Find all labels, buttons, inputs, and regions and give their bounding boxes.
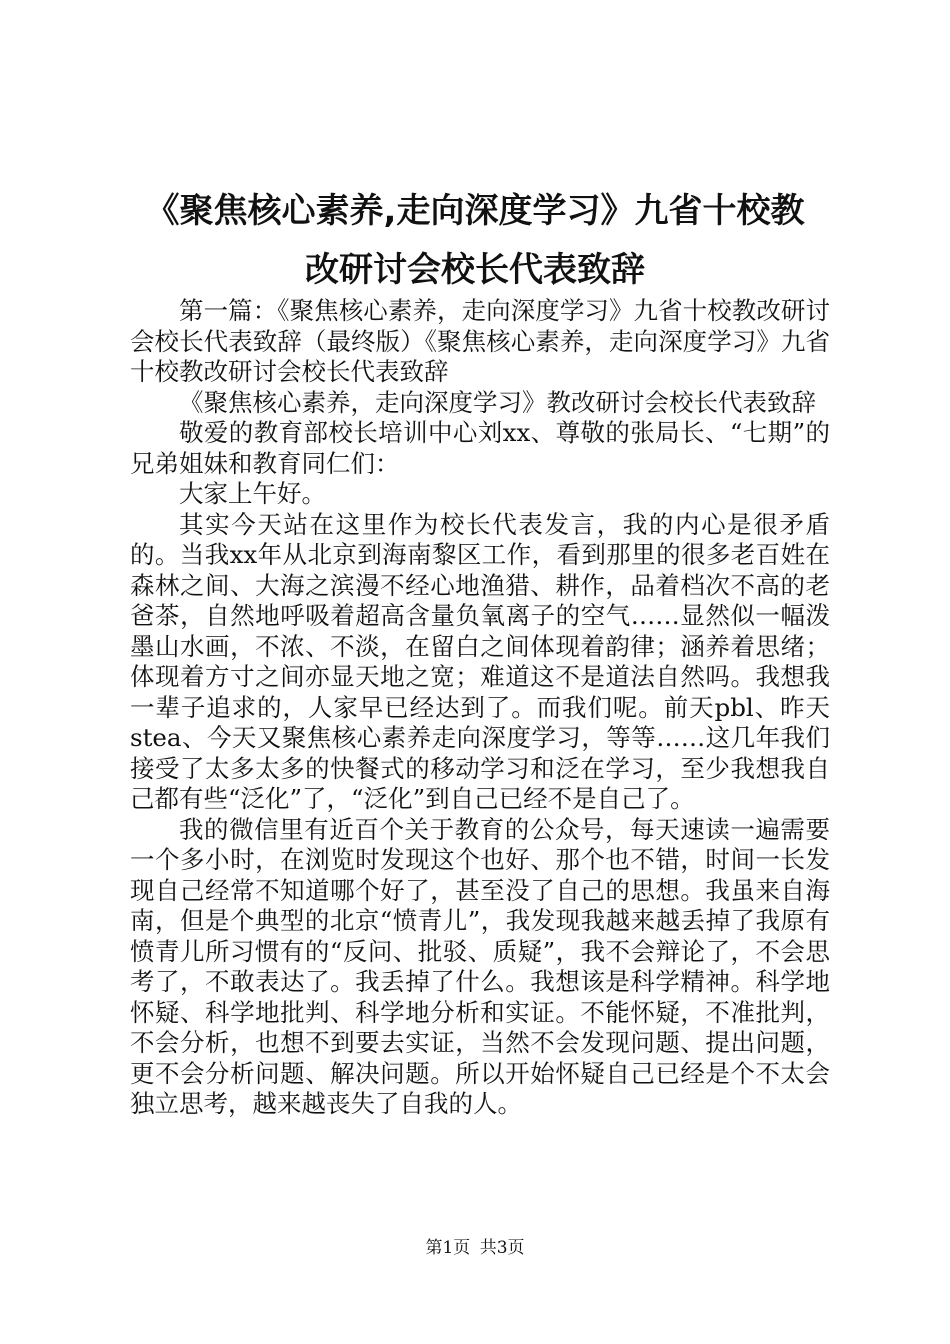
paragraph: 《聚焦核心素养，走向深度学习》教改研讨会校长代表致辞 (179, 387, 816, 417)
title-line-2: 改研讨会校长代表致辞 (305, 250, 645, 290)
paragraph: 敬爱的教育部校长培训中心刘xx、尊敬的张局长、“七期”的兄弟姐妹和教育同仁们： (130, 418, 830, 478)
paragraph: 其实今天站在这里作为校长代表发言，我的内心是很矛盾的。当我xx年从北京到海南黎区工作，看到那里的很多老百姓在森林之间、大海之滨漫不经心地渔猎、耕作，品着档次不高的老爸茶，自然地呼吸着超高含量负氧离子的空气……显然似一幅泼墨山水画，不浓、不淡，在留白之间体现着韵律；涵养着思绪；体现着方寸之间亦显天地之宽；难道这不是道法自然吗。我想我一辈子追求的，人家早已经达到了。而我们呢。前天pbl、昨天stea、今天又聚焦核心素养走向深度学习，等等……这几年我们接受了太多太多的快餐式的移动学习和泛在学习，至少我想我自己都有些“泛化”了，“泛化”到自己已经不是自己了。 (130, 509, 830, 813)
page-footer (0, 1233, 950, 1258)
paragraph: 第一篇：《聚焦核心素养，走向深度学习》九省十校教改研讨会校长代表致辞（最终版）《聚焦核心素养，走向深度学习》九省十校教改研讨会校长代表致辞 (130, 296, 830, 386)
title-line-1: 《聚焦核心素养,走向深度学习》九省十校教 (145, 191, 805, 231)
document-body (130, 296, 830, 1120)
page-number: 第1页 (425, 1238, 471, 1258)
paragraph: 我的微信里有近百个关于教育的公众号，每天速读一遍需要一个多小时，在浏览时发现这个也好、那个也不错，时间一长发现自己经常不知道哪个好了，甚至没了自己的思想。我虽来自海南，但是个典型的北京“愤青儿”，我发现我越来越丢掉了我原有愤青儿所习惯有的“反问、批驳、质疑”，我不会辩论了，不会思考了，不敢表达了。我丢掉了什么。我想该是科学精神。科学地怀疑、科学地批判、科学地分析和实证。不能怀疑，不准批判，不会分析，也想不到要去实证，当然不会发现问题、提出问题，更不会分析问题、解决问题。所以开始怀疑自己已经是个不太会独立思考，越来越丧失了自我的人。 (130, 814, 830, 1118)
page-total: 共3页 (479, 1238, 525, 1258)
document-title (110, 182, 840, 300)
paragraph: 大家上午好。 (179, 479, 326, 508)
